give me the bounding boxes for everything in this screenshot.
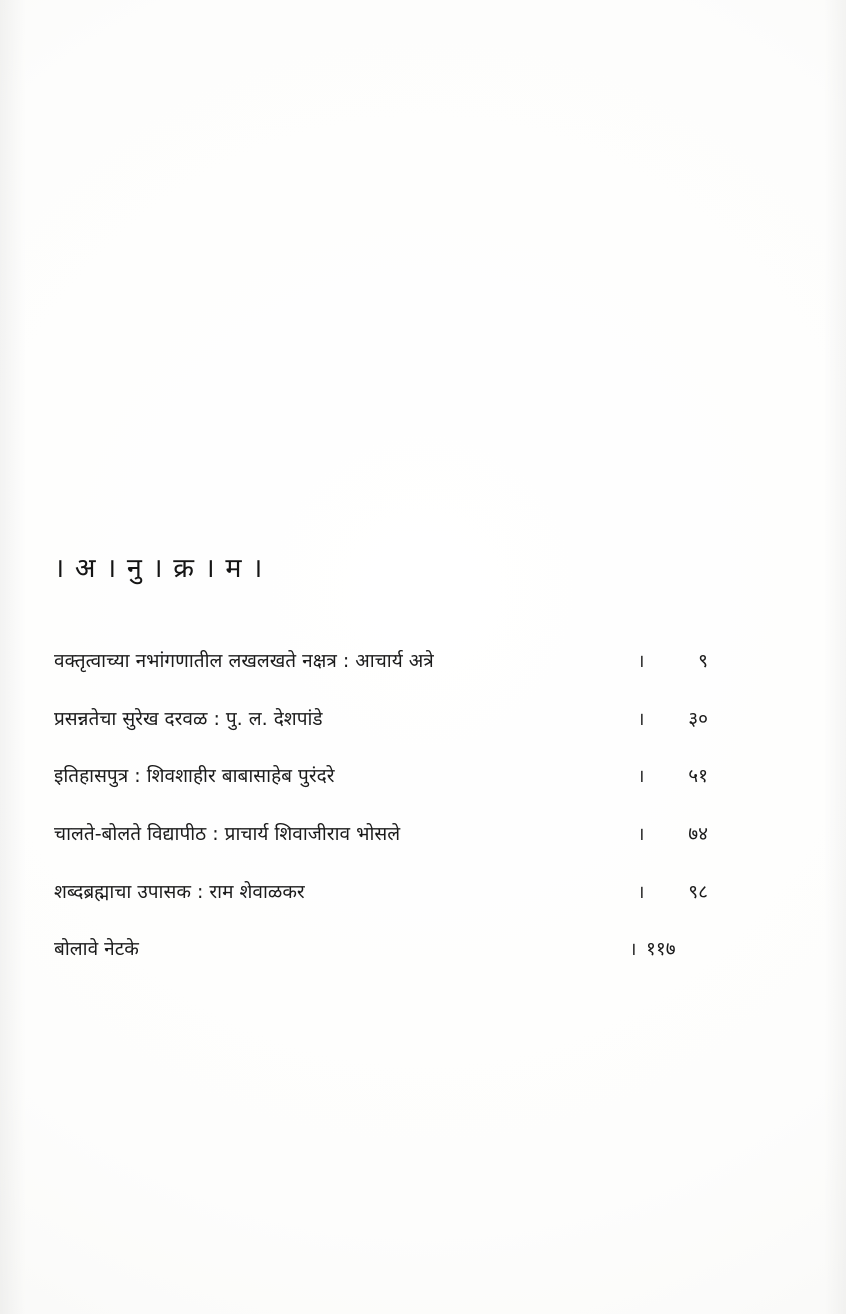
toc-entry-label: बोलावे नेटके — [54, 938, 139, 961]
toc-separator: । — [637, 823, 645, 845]
toc-entry-label: इतिहासपुत्र : शिवशाहीर बाबासाहेब पुरंदरे — [54, 765, 335, 788]
list-item[interactable] — [54, 762, 714, 790]
table-of-contents — [54, 548, 714, 993]
toc-entry-label: वक्तृत्वाच्या नभांगणातील लखलखते नक्षत्र : आचार्य अत्रे — [54, 650, 434, 672]
list-item[interactable] — [54, 820, 714, 848]
list-item[interactable] — [54, 647, 714, 675]
list-item[interactable] — [54, 705, 714, 733]
list-item[interactable] — [54, 935, 714, 963]
toc-separator: । — [637, 881, 645, 903]
toc-page-number: ९८ — [688, 880, 708, 903]
toc-separator: । — [637, 651, 645, 672]
toc-entry-label: चालते-बोलते विद्यापीठ : प्राचार्य शिवाजीराव भोसले — [54, 822, 401, 845]
page-title: । अ । नु । क्र । म । — [54, 553, 264, 584]
toc-separator: । — [637, 766, 645, 788]
toc-separator: । — [637, 708, 645, 730]
list-item[interactable] — [54, 878, 714, 906]
toc-entry-label: शब्दब्रह्माचा उपासक : राम शेवाळकर — [54, 880, 305, 903]
toc-page-number: ११७ — [646, 938, 676, 961]
toc-page-number: ९ — [698, 650, 708, 672]
toc-page-number: ३० — [688, 707, 708, 730]
toc-entry-label: प्रसन्नतेचा सुरेख दरवळ : पु. ल. देशपांडे — [54, 707, 323, 730]
toc-list — [54, 647, 714, 963]
toc-page-number: ७४ — [688, 822, 708, 845]
toc-page-number: ५१ — [688, 765, 708, 788]
toc-separator: । — [629, 939, 637, 961]
